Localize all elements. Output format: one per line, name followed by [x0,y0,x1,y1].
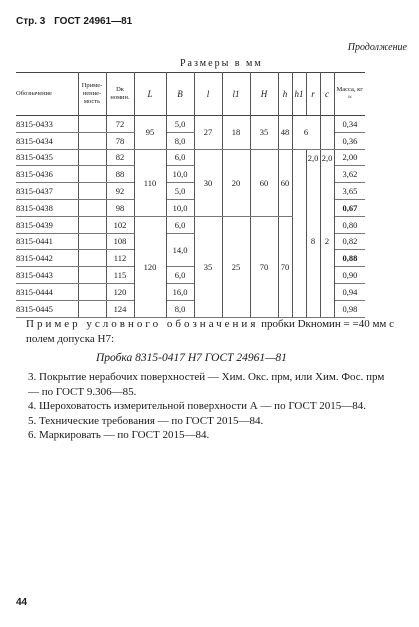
group1-h1: 6 [292,116,320,150]
row-b: 8,0 [166,300,194,317]
row-b: 5,0 [166,116,194,133]
group3-L: 120 [134,216,166,317]
table-row [16,166,365,183]
row-usage [78,149,106,166]
example-lead: Пример условного обозначения [26,318,259,330]
group3-H: 70 [250,216,278,317]
group1-L: 95 [134,116,166,150]
list-item: 6. Маркировать — по ГОСТ 2015—84. [28,429,210,441]
row-code: 8315-0433 [16,116,78,133]
table-row [16,149,365,166]
sizes-title: Размеры в мм [180,58,263,69]
example-text: пробки Dкномин = =40 мм с полем допуска H7: [26,318,395,345]
page-number: 44 [16,597,28,608]
row-dk: 124 [106,300,134,317]
row-code: 8315-0434 [16,132,78,149]
group2-L: 110 [134,149,166,216]
row-mass: 0,94 [334,283,365,300]
page-label: Стр. 3 [16,16,46,27]
row-mass: 2,00 [334,149,365,166]
standard-title: ГОСТ 24961—81 [54,16,133,27]
dimensions-table [16,72,365,318]
group2-l: 30 [194,149,222,216]
row-dk: 98 [106,199,134,216]
row-code: 8315-0442 [16,250,78,267]
row-b: 6,0 [166,149,194,166]
row-code: 8315-0445 [16,300,78,317]
row-usage [78,132,106,149]
row-b: 14,0 [166,233,194,267]
row-b: 10,0 [166,199,194,216]
row-code: 8315-0444 [16,283,78,300]
header-h: h [278,73,292,116]
row-dk: 120 [106,283,134,300]
r-mid: 8 [306,166,320,317]
row-usage [78,233,106,250]
row-b: 8,0 [166,132,194,149]
group2-H: 60 [250,149,278,216]
row-b: 5,0 [166,183,194,200]
row-usage [78,199,106,216]
group1-c [320,116,334,150]
group1-l: 27 [194,116,222,150]
row-mass: 0,80 [334,216,365,233]
row-dk: 102 [106,216,134,233]
row-usage [78,216,106,233]
row-dk: 92 [106,183,134,200]
row-b: 16,0 [166,283,194,300]
row-usage [78,116,106,133]
table-row [16,116,365,133]
header-L: L [134,73,166,116]
row-code: 8315-0439 [16,216,78,233]
row-mass: 3,65 [334,183,365,200]
row-dk: 78 [106,132,134,149]
page-header [16,16,138,27]
row-code: 8315-0443 [16,267,78,284]
header-r: r [306,73,320,116]
header-dk: Dк номин. [106,73,134,116]
header-designation: Обозначение [16,73,78,116]
row-mass: 0,34 [334,116,365,133]
row-b: 6,0 [166,267,194,284]
row-dk: 112 [106,250,134,267]
row-mass: 0,88 [334,250,365,267]
group3-l: 35 [194,216,222,317]
group1-H: 35 [250,116,278,150]
c-top: 2,0 [320,149,334,166]
header-B: B [166,73,194,116]
header-l1: l1 [222,73,250,116]
row-mass: 0,82 [334,233,365,250]
c-bottom: 2 [320,166,334,317]
group3-l1: 25 [222,216,250,317]
row-b: 6,0 [166,216,194,233]
group3-h: 70 [278,216,292,317]
row-code: 8315-0435 [16,149,78,166]
row-mass: 0,67 [334,199,365,216]
designation-example [26,317,396,347]
row-code: 8315-0436 [16,166,78,183]
header-h1: h1 [292,73,306,116]
row-dk: 88 [106,166,134,183]
row-dk: 115 [106,267,134,284]
row-b: 10,0 [166,166,194,183]
row-usage [78,300,106,317]
row-mass: 0,98 [334,300,365,317]
row-code: 8315-0441 [16,233,78,250]
header-l: l [194,73,222,116]
header-mass: Масса, кг ≈ [334,73,365,116]
h1-blank [292,149,306,317]
group2-h: 60 [278,149,292,216]
list-item: 5. Технические требования — по ГОСТ 2015—84. [28,414,264,427]
row-code: 8315-0438 [16,199,78,216]
row-dk: 72 [106,116,134,133]
group2-l1: 20 [222,149,250,216]
list-item: 3. Покрытие нерабочих поверхностей — Хим. Окс. прм, или Хим. Фос. прм — по ГОСТ 9.306—85. [28,371,385,398]
table-header-row [16,73,365,116]
row-code: 8315-0437 [16,183,78,200]
requirements-list [28,370,398,443]
header-c: c [320,73,334,116]
row-mass: 0,90 [334,267,365,284]
header-H: H [250,73,278,116]
designation-line: Пробка 8315-0417 H7 ГОСТ 24961—81 [96,352,287,364]
row-usage [78,267,106,284]
row-dk: 82 [106,149,134,166]
row-usage [78,166,106,183]
group1-h: 48 [278,116,292,150]
row-usage [78,283,106,300]
row-dk: 108 [106,233,134,250]
continuation-label: Продолжение [347,42,407,53]
row-usage [78,250,106,267]
row-mass: 3,62 [334,166,365,183]
row-mass: 0,36 [334,132,365,149]
r-top: 2,0 [306,149,320,166]
header-usage: Приме-нение-мость [78,73,106,116]
list-item: 4. Шероховатость измерительной поверхности А — по ГОСТ 2015—84. [28,400,367,412]
group1-l1: 18 [222,116,250,150]
row-usage [78,183,106,200]
